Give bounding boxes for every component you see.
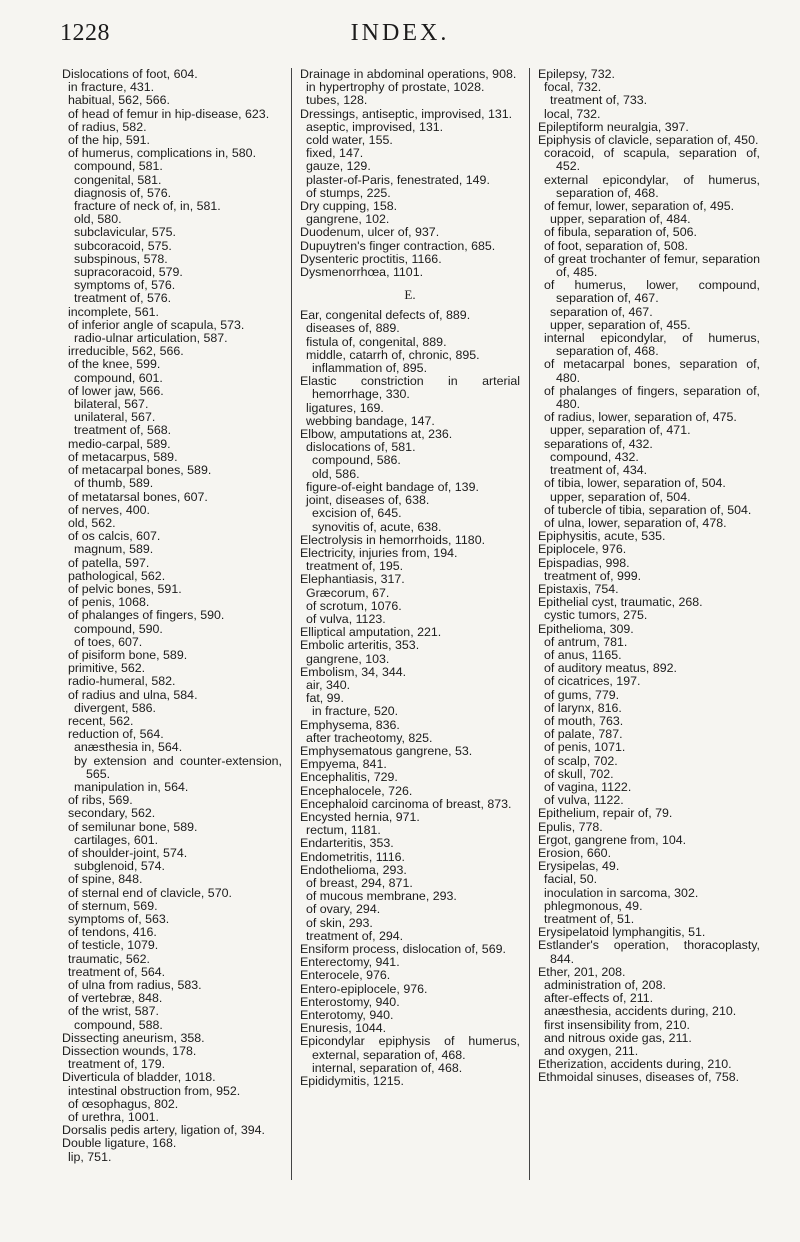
- index-subentry: treatment of, 568.: [74, 423, 172, 438]
- index-column-3: [538, 68, 760, 1228]
- index-entry: Embolism, 34, 344.: [300, 664, 407, 679]
- index-entry: Epistaxis, 754.: [538, 581, 619, 596]
- index-entry: Dupuytren's finger contraction, 685.: [300, 238, 496, 253]
- index-subentry: of pelvic bones, 591.: [68, 581, 182, 596]
- index-subentry: of radius, lower, separation of, 475.: [544, 410, 737, 425]
- index-subentry: treatment of, 51.: [544, 912, 635, 926]
- index-subentry: symptoms of, 563.: [68, 912, 170, 926]
- index-subentry: of femur, lower, separation of, 495.: [544, 199, 735, 214]
- index-entry: Dislocations of foot, 604.: [62, 68, 198, 81]
- index-subentry: subspinous, 578.: [74, 251, 168, 266]
- index-subentry: fracture of neck of, in, 581.: [74, 199, 221, 214]
- index-entry: Endothelioma, 293.: [300, 862, 407, 877]
- index-subentry: inflammation of, 895.: [312, 361, 428, 376]
- index-subentry: of sternum, 569.: [68, 898, 158, 913]
- index-subentry: of breast, 294, 871.: [306, 875, 413, 890]
- index-subentry: internal, separation of, 468.: [312, 1060, 463, 1075]
- index-entry: Embolic arteritis, 353.: [300, 638, 420, 653]
- index-subentry: of the knee, 599.: [68, 357, 161, 372]
- index-entry: Elbow, amputations at, 236.: [300, 427, 453, 442]
- index-subentry: congenital, 581.: [74, 172, 162, 187]
- index-entry: Epididymitis, 1215.: [300, 1074, 404, 1089]
- index-subentry: focal, 732.: [544, 80, 602, 95]
- index-subentry: facial, 50.: [544, 872, 598, 887]
- index-subentry: of metacarpal bones, 589.: [68, 463, 212, 478]
- index-subentry: manipulation in, 564.: [74, 779, 189, 794]
- index-subentry: of tubercle of tibia, separation of, 504.: [544, 502, 752, 517]
- index-subentry: of metacarpus, 589.: [68, 449, 178, 464]
- index-subentry: of metacarpal bones, separation of, 480.: [544, 357, 760, 385]
- index-subentry: coracoid, of scapula, separation of, 452.: [544, 146, 760, 174]
- index-subentry: local, 732.: [544, 106, 601, 121]
- index-subentry: reduction of, 564.: [68, 727, 164, 742]
- index-subentry: lip, 751.: [68, 1149, 112, 1164]
- index-subentry: after-effects of, 211.: [544, 991, 654, 1006]
- index-entry: Enterocele, 976.: [300, 968, 391, 983]
- index-subentry: of radius and ulna, 584.: [68, 687, 198, 702]
- index-subentry: by extension and counter-extension, 565.: [74, 753, 282, 781]
- index-subentry: of scalp, 702.: [544, 753, 618, 768]
- index-subentry: fistula of, congenital, 889.: [306, 334, 447, 349]
- index-entry: Dorsalis pedis artery, ligation of, 394.: [62, 1123, 265, 1138]
- index-subentry: of vulva, 1123.: [306, 611, 386, 626]
- index-subentry: in fracture, 520.: [312, 704, 399, 719]
- index-subentry: of radius, 582.: [68, 119, 147, 134]
- index-entry: Electricity, injuries from, 194.: [300, 545, 458, 560]
- index-subentry: first insensibility from, 210.: [544, 1017, 690, 1032]
- index-subentry: compound, 432.: [550, 449, 639, 464]
- index-entry: Enuresis, 1044.: [300, 1021, 387, 1036]
- index-entry: Emphysematous gangrene, 53.: [300, 743, 473, 758]
- index-subentry: of phalanges of fingers, 590.: [68, 608, 225, 623]
- index-subentry: compound, 586.: [312, 453, 401, 468]
- index-entry: Dysmenorrhœa, 1101.: [300, 265, 424, 280]
- page-title: INDEX.: [350, 20, 450, 46]
- index-subentry: upper, separation of, 504.: [550, 489, 691, 504]
- index-subentry: old, 580.: [74, 212, 122, 227]
- index-entry: Ergot, gangrene from, 104.: [538, 832, 687, 847]
- index-subentry: in hypertrophy of prostate, 1028.: [306, 80, 485, 95]
- index-subentry: of palate, 787.: [544, 727, 623, 742]
- index-entry: Ensiform process, dislocation of, 569.: [300, 942, 506, 956]
- index-subentry: of urethra, 1001.: [68, 1110, 159, 1125]
- index-subentry: intestinal obstruction from, 952.: [68, 1083, 241, 1098]
- index-subentry: of shoulder-joint, 574.: [68, 845, 188, 860]
- index-subentry: joint, diseases of, 638.: [306, 493, 430, 508]
- index-subentry: of ovary, 294.: [306, 902, 381, 917]
- index-subentry: of thumb, 589.: [74, 476, 154, 491]
- index-subentry: traumatic, 562.: [68, 951, 150, 966]
- index-entry: Endometritis, 1116.: [300, 849, 405, 864]
- index-subentry: primitive, 562.: [68, 661, 146, 676]
- index-column-1: [62, 68, 282, 1228]
- index-entry: Erysipelas, 49.: [538, 859, 620, 874]
- index-entry: Duodenum, ulcer of, 937.: [300, 225, 440, 240]
- index-subentry: diagnosis of, 576.: [74, 185, 172, 200]
- index-subentry: treatment of, 999.: [544, 568, 642, 583]
- index-subentry: treatment of, 576.: [74, 291, 172, 306]
- index-subentry: upper, separation of, 484.: [550, 212, 691, 227]
- index-subentry: of humerus, complications in, 580.: [68, 146, 257, 161]
- index-entry: Epithelioma, 309.: [538, 621, 634, 636]
- index-subentry: recent, 562.: [68, 713, 134, 728]
- index-subentry: plaster-of-Paris, fenestrated, 149.: [306, 172, 490, 187]
- index-subentry: middle, catarrh of, chronic, 895.: [306, 347, 480, 362]
- index-entry: Ear, congenital defects of, 889.: [300, 308, 471, 323]
- index-subentry: fixed, 147.: [306, 146, 364, 161]
- index-entry: Epiphysitis, acute, 535.: [538, 529, 666, 544]
- index-entry: Dry cupping, 158.: [300, 199, 398, 214]
- index-subentry: after tracheotomy, 825.: [306, 730, 433, 745]
- index-subentry: upper, separation of, 455.: [550, 317, 691, 332]
- section-letter: E.: [404, 287, 416, 303]
- index-subentry: of gums, 779.: [544, 687, 620, 702]
- index-subentry: dislocations of, 581.: [306, 440, 416, 455]
- index-subentry: of spine, 848.: [68, 872, 143, 887]
- index-subentry: treatment of, 195.: [306, 559, 404, 574]
- index-subentry: anæsthesia in, 564.: [74, 740, 183, 755]
- index-entry: Epispadias, 998.: [538, 555, 630, 570]
- index-subentry: aseptic, improvised, 131.: [306, 119, 444, 134]
- index-subentry: of vulva, 1122.: [544, 793, 624, 808]
- index-subentry: of stumps, 225.: [306, 185, 391, 200]
- index-subentry: treatment of, 179.: [68, 1057, 166, 1072]
- index-subentry: webbing bandage, 147.: [306, 413, 435, 428]
- index-subentry: medio-carpal, 589.: [68, 436, 171, 451]
- index-subentry: of anus, 1165.: [544, 647, 622, 662]
- index-subentry: of tibia, lower, separation of, 504.: [544, 476, 726, 491]
- index-subentry: of lower jaw, 566.: [68, 383, 164, 398]
- index-subentry: of the wrist, 587.: [68, 1004, 159, 1019]
- index-subentry: subclavicular, 575.: [74, 225, 176, 240]
- index-subentry: compound, 601.: [74, 370, 163, 385]
- index-entry: Epithelium, repair of, 79.: [538, 806, 673, 821]
- index-entry: Endarteritis, 353.: [300, 836, 394, 851]
- index-entry: Enterotomy, 940.: [300, 1008, 394, 1023]
- index-entry: Diverticula of bladder, 1018.: [62, 1070, 216, 1085]
- index-subentry: of ulna, lower, separation of, 478.: [544, 515, 727, 530]
- index-subentry: of phalanges of fingers, separation of, 480.: [544, 383, 760, 412]
- index-subentry: ligatures, 169.: [306, 400, 384, 415]
- index-subentry: administration of, 208.: [544, 978, 666, 993]
- index-entry: Enterectomy, 941.: [300, 955, 400, 970]
- index-subentry: of mucous membrane, 293.: [306, 889, 457, 904]
- index-subentry: supracoracoid, 579.: [74, 265, 183, 280]
- index-subentry: pathological, 562.: [68, 568, 166, 583]
- index-subentry: inoculation in sarcoma, 302.: [544, 885, 699, 900]
- index-subentry: cystic tumors, 275.: [544, 608, 648, 623]
- index-entry: Encephaloid carcinoma of breast, 873.: [300, 796, 512, 811]
- index-entry: Electrolysis in hemorrhoids, 1180.: [300, 532, 486, 547]
- index-entry: Encephalocele, 726.: [300, 783, 413, 798]
- index-entry: Epiplocele, 976.: [538, 542, 627, 557]
- index-subentry: of foot, separation of, 508.: [544, 238, 688, 253]
- index-subentry: bilateral, 567.: [74, 397, 149, 412]
- index-subentry: of vagina, 1122.: [544, 779, 632, 794]
- index-subentry: of metatarsal bones, 607.: [68, 489, 208, 504]
- index-entry: Elephantiasis, 317.: [300, 572, 405, 587]
- index-subentry: of cicatrices, 197.: [544, 674, 641, 689]
- index-subentry: in fracture, 431.: [68, 80, 155, 95]
- index-subentry: of penis, 1068.: [68, 595, 150, 610]
- index-entry: Erosion, 660.: [538, 845, 612, 860]
- index-entry: Epulis, 778.: [538, 819, 603, 834]
- index-subentry: of os calcis, 607.: [68, 529, 161, 544]
- index-entry: Drainage in abdominal operations, 908.: [300, 68, 517, 81]
- index-subentry: tubes, 128.: [306, 93, 368, 108]
- index-subentry: treatment of, 564.: [68, 964, 166, 979]
- index-entry: Elliptical amputation, 221.: [300, 625, 442, 640]
- index-subentry: internal epicondylar, of humerus, separation of, 468.: [544, 331, 760, 359]
- index-subentry: of tendons, 416.: [68, 925, 157, 940]
- index-subentry: radio-humeral, 582.: [68, 674, 176, 689]
- index-subentry: of larynx, 816.: [544, 700, 622, 715]
- index-subentry: upper, separation of, 471.: [550, 423, 691, 438]
- index-subentry: secondary, 562.: [68, 806, 156, 821]
- index-subentry: of humerus, lower, compound, separation of, 467.: [544, 278, 760, 306]
- index-subentry: excision of, 645.: [312, 506, 402, 521]
- column-divider: [529, 68, 530, 1180]
- index-entry: Double ligature, 168.: [62, 1136, 177, 1151]
- index-entry: Encephalitis, 729.: [300, 770, 398, 785]
- index-subentry: of nerves, 400.: [68, 502, 150, 517]
- index-subentry: compound, 581.: [74, 159, 163, 174]
- index-entry: Erysipelatoid lymphangitis, 51.: [538, 925, 706, 940]
- index-subentry: rectum, 1181.: [306, 823, 381, 838]
- index-entry: Ether, 201, 208.: [538, 964, 626, 979]
- index-subentry: separation of, 467.: [550, 304, 653, 319]
- index-subentry: of mouth, 763.: [544, 713, 624, 728]
- index-entry: Epithelial cyst, traumatic, 268.: [538, 595, 703, 610]
- index-subentry: of ribs, 569.: [68, 793, 133, 808]
- index-subentry: of penis, 1071.: [544, 740, 626, 755]
- index-subentry: symptoms of, 576.: [74, 278, 176, 293]
- index-entry: Entero-epiplocele, 976.: [300, 981, 428, 996]
- index-subentry: gauze, 129.: [306, 159, 371, 174]
- index-entry: Ethmoidal sinuses, diseases of, 758.: [538, 1070, 740, 1085]
- index-subentry: of patella, 597.: [68, 555, 150, 570]
- index-subentry: habitual, 562, 566.: [68, 93, 170, 108]
- page-number: 1228: [60, 20, 110, 46]
- index-subentry: treatment of, 733.: [550, 93, 648, 108]
- index-subentry: fat, 99.: [306, 691, 344, 706]
- index-subentry: of vertebræ, 848.: [68, 991, 163, 1006]
- index-entry: Epileptiform neuralgia, 397.: [538, 119, 689, 134]
- index-subentry: gangrene, 103.: [306, 651, 390, 666]
- index-entry: Dysenteric proctitis, 1166.: [300, 251, 442, 266]
- index-subentry: of skull, 702.: [544, 766, 614, 781]
- index-subentry: cold water, 155.: [306, 133, 393, 148]
- index-subentry: compound, 590.: [74, 621, 163, 636]
- index-subentry: magnum, 589.: [74, 542, 154, 557]
- index-subentry: of skin, 293.: [306, 915, 373, 930]
- index-subentry: of great trochanter of femur, separation of, 485.: [544, 251, 760, 280]
- index-subentry: cartilages, 601.: [74, 832, 159, 847]
- index-subentry: of toes, 607.: [74, 634, 143, 649]
- index-subentry: gangrene, 102.: [306, 212, 390, 227]
- index-subentry: of ulna from radius, 583.: [68, 978, 202, 993]
- index-subentry: of sternal end of clavicle, 570.: [68, 885, 232, 900]
- index-column-2: [300, 68, 520, 1228]
- index-subentry: synovitis of, acute, 638.: [312, 519, 442, 534]
- index-subentry: treatment of, 294.: [306, 928, 404, 943]
- index-subentry: figure-of-eight bandage of, 139.: [306, 479, 479, 494]
- index-subentry: external epicondylar, of humerus, separation of, 468.: [544, 172, 760, 200]
- column-divider: [291, 68, 292, 1180]
- index-subentry: compound, 588.: [74, 1017, 163, 1032]
- index-entry: Dissection wounds, 178.: [62, 1044, 197, 1059]
- index-subentry: radio-ulnar articulation, 587.: [74, 331, 228, 346]
- index-subentry: separations of, 432.: [544, 436, 653, 451]
- index-columns: [62, 68, 762, 1228]
- index-subentry: irreducible, 562, 566.: [68, 344, 184, 359]
- index-subentry: of inferior angle of scapula, 573.: [68, 317, 245, 332]
- index-entry: Enterostomy, 940.: [300, 994, 400, 1009]
- index-entry: Encysted hernia, 971.: [300, 809, 420, 824]
- index-entry: Etherization, accidents during, 210.: [538, 1057, 732, 1072]
- index-subentry: subcoracoid, 575.: [74, 238, 172, 253]
- index-subentry: old, 562.: [68, 515, 116, 530]
- index-subentry: of head of femur in hip-disease, 623.: [68, 106, 270, 121]
- index-entry: Epilepsy, 732.: [538, 68, 615, 81]
- index-subentry: incomplete, 561.: [68, 304, 159, 319]
- index-subentry: of scrotum, 1076.: [306, 598, 402, 613]
- index-subentry: of fibula, separation of, 506.: [544, 225, 697, 240]
- index-subentry: old, 586.: [312, 466, 360, 481]
- index-entry: Epicondylar epiphysis of humerus, external, separation of, 468.: [300, 1034, 520, 1062]
- index-subentry: of auditory meatus, 892.: [544, 661, 677, 676]
- index-subentry: anæsthesia, accidents during, 210.: [544, 1004, 737, 1019]
- index-subentry: treatment of, 434.: [550, 463, 648, 478]
- index-subentry: of testicle, 1079.: [68, 938, 159, 953]
- index-entry: Dressings, antiseptic, improvised, 131.: [300, 106, 513, 121]
- index-subentry: and oxygen, 211.: [544, 1044, 639, 1059]
- index-subentry: diseases of, 889.: [306, 321, 400, 336]
- page-header: [60, 20, 740, 54]
- index-subentry: unilateral, 567.: [74, 410, 156, 425]
- index-subentry: of semilunar bone, 589.: [68, 819, 198, 834]
- index-subentry: of antrum, 781.: [544, 634, 628, 649]
- index-subentry: of the hip, 591.: [68, 133, 150, 148]
- index-subentry: air, 340.: [306, 677, 351, 692]
- index-subentry: subglenoid, 574.: [74, 859, 165, 874]
- index-subentry: of pisiform bone, 589.: [68, 647, 188, 662]
- index-entry: Empyema, 841.: [300, 757, 387, 772]
- index-subentry: Græcorum, 67.: [306, 585, 390, 600]
- index-subentry: phlegmonous, 49.: [544, 898, 643, 913]
- index-subentry: divergent, 586.: [74, 700, 156, 715]
- index-entry: Dissecting aneurism, 358.: [62, 1030, 205, 1045]
- index-entry: Elastic constriction in arterial hemorrhage, 330.: [300, 374, 520, 402]
- index-entry: Estlander's operation, thoracoplasty, 844.: [538, 938, 760, 966]
- index-entry: Epiphysis of clavicle, separation of, 450.: [538, 133, 759, 148]
- index-entry: Emphysema, 836.: [300, 717, 400, 732]
- index-subentry: and nitrous oxide gas, 211.: [544, 1030, 692, 1045]
- index-subentry: of œsophagus, 802.: [68, 1096, 179, 1111]
